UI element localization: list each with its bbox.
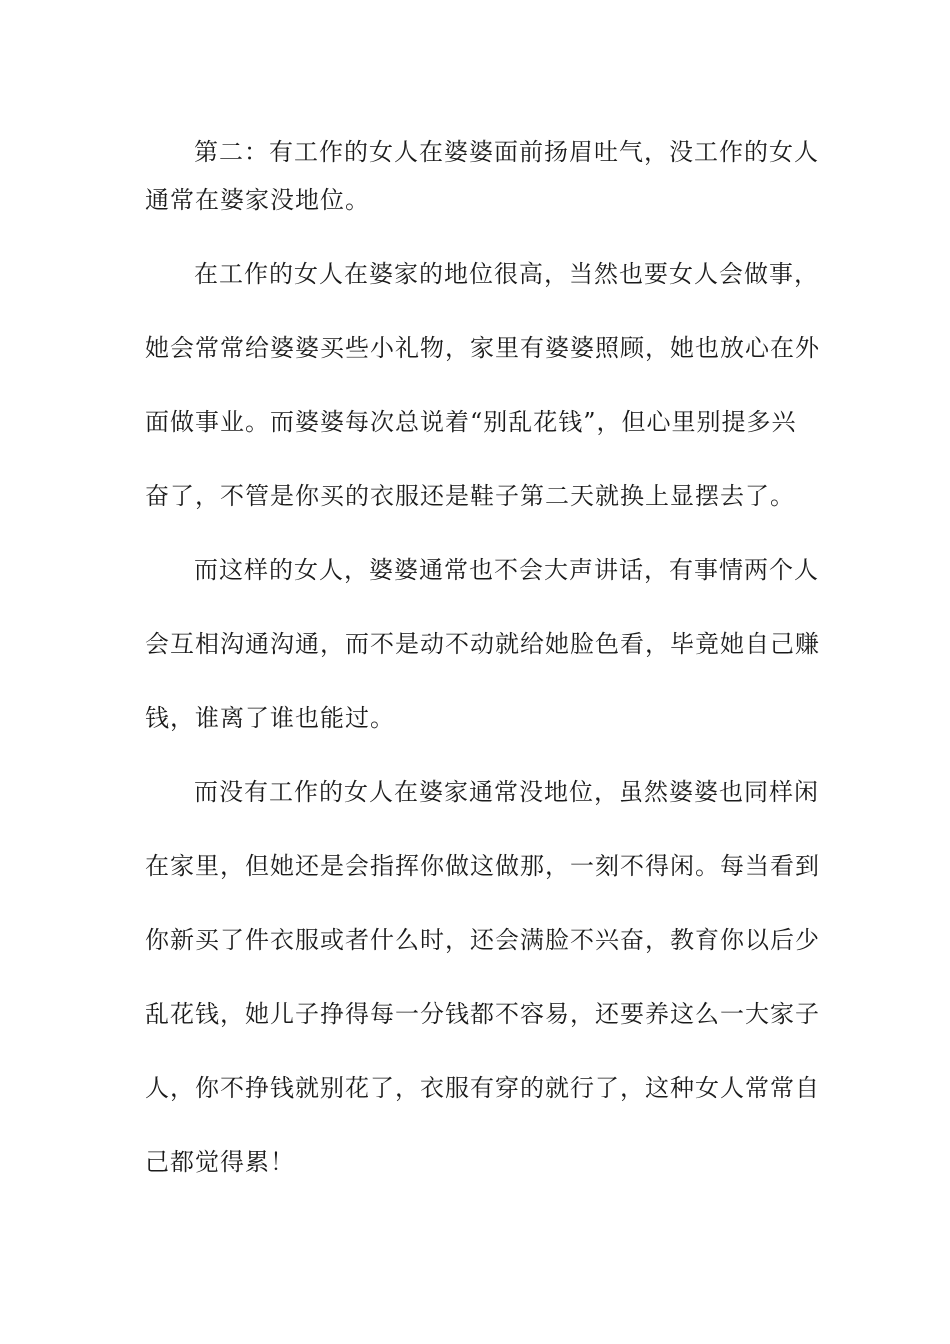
paragraph-line: 在工作的女人在婆家的地位很高，当然也要女人会做事， (194, 260, 819, 288)
paragraph-line: 而这样的女人，婆婆通常也不会大声讲话，有事情两个人 (194, 556, 819, 584)
paragraph-line: 钱，谁离了谁也能过。 (145, 704, 395, 732)
paragraph-line: 乱花钱，她儿子挣得每一分钱都不容易，还要养这么一大家子 (145, 1000, 820, 1028)
paragraph-line: 通常在婆家没地位。 (145, 186, 370, 214)
paragraph-3 (145, 546, 820, 742)
paragraph-line: 面做事业。而婆婆每次总说着“别乱花钱”，但心里别提多兴 (145, 408, 797, 436)
document-body (145, 128, 820, 1186)
paragraph-line: 第二：有工作的女人在婆婆面前扬眉吐气，没工作的女人 (194, 138, 819, 166)
paragraph-2 (145, 250, 820, 520)
paragraph-line: 人，你不挣钱就别花了，衣服有穿的就行了，这种女人常常自 (145, 1074, 820, 1102)
paragraph-line: 奋了，不管是你买的衣服还是鞋子第二天就换上显摆去了。 (145, 482, 795, 510)
paragraph-line: 在家里，但她还是会指挥你做这做那，一刻不得闲。每当看到 (145, 852, 820, 880)
paragraph-line: 己都觉得累！ (145, 1148, 295, 1176)
paragraph-1 (145, 128, 819, 224)
paragraph-line: 你新买了件衣服或者什么时，还会满脸不兴奋，教育你以后少 (145, 926, 820, 954)
paragraph-line: 而没有工作的女人在婆家通常没地位，虽然婆婆也同样闲 (194, 778, 819, 806)
paragraph-line: 会互相沟通沟通，而不是动不动就给她脸色看，毕竟她自己赚 (145, 630, 820, 658)
paragraph-line: 她会常常给婆婆买些小礼物，家里有婆婆照顾，她也放心在外 (145, 334, 820, 362)
paragraph-4 (145, 768, 820, 1186)
